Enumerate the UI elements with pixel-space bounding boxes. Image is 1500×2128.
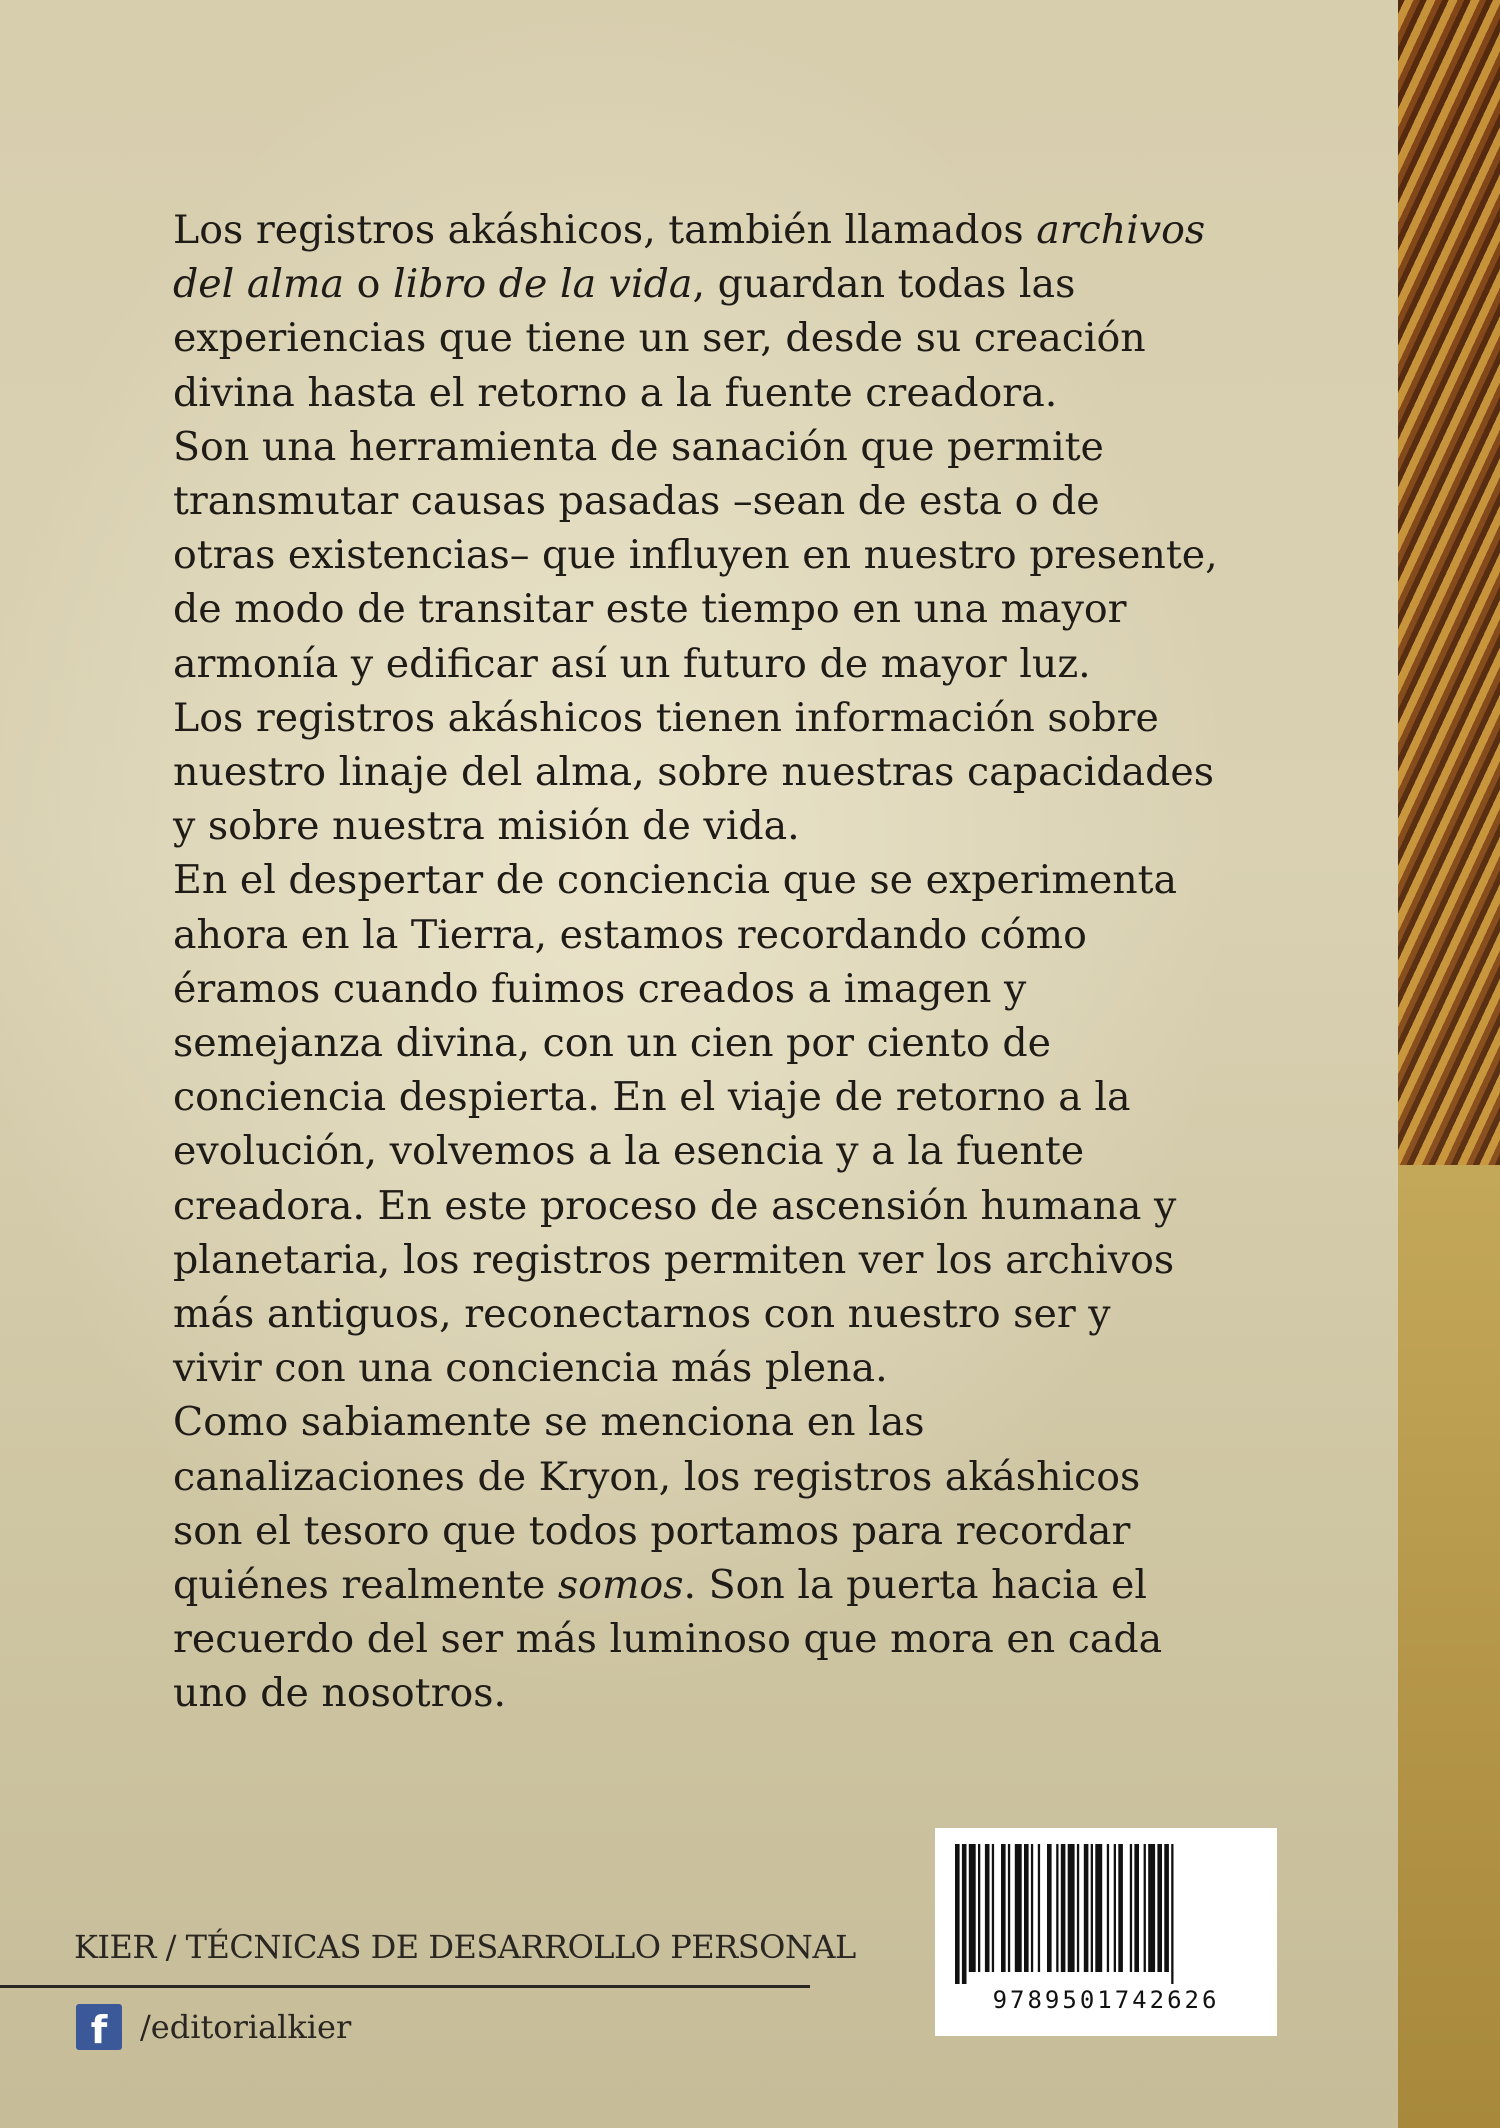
blurb-line: de modo de transitar este tiempo en una mayor <box>173 586 1127 633</box>
blurb-line: creadora. En este proceso de ascensión humana y <box>173 1182 1177 1229</box>
blurb-line: más antiguos, reconectarnos con nuestro ser y <box>173 1291 1111 1338</box>
blurb-line: quiénes realmente somos. Son la puerta hacia el <box>173 1562 1147 1609</box>
facebook-icon: f <box>76 2004 122 2050</box>
blurb-line: ahora en la Tierra, estamos recordando cómo <box>173 911 1087 958</box>
blurb-line: evolución, volvemos a la esencia y a la fuente <box>173 1128 1085 1175</box>
spine-gold-band <box>1398 1165 1500 2128</box>
blurb-line: divina hasta el retorno a la fuente creadora. <box>173 369 1058 416</box>
blurb-line: uno de nosotros. <box>173 1670 507 1717</box>
blurb-line: semejanza divina, con un cien por ciento de <box>173 1020 1052 1067</box>
blurb-line: son el tesoro que todos portamos para recordar <box>173 1507 1131 1554</box>
blurb-line: En el despertar de conciencia que se experimenta <box>173 857 1178 904</box>
footer-divider <box>0 1985 810 1988</box>
blurb-line: vivir con una conciencia más plena. <box>173 1345 888 1392</box>
blurb-line: éramos cuando fuimos creados a imagen y <box>173 965 1027 1012</box>
barcode-bars <box>955 1844 1257 1984</box>
blurb-line: Los registros akáshicos tienen información sobre <box>173 694 1159 741</box>
isbn-number: 9789501742626 <box>992 1986 1220 2014</box>
blurb-line: armonía y edificar así un futuro de mayor luz. <box>173 640 1091 687</box>
isbn-barcode <box>935 1828 1277 2036</box>
publisher-series: KIER / TÉCNICAS DE DESARROLLO PERSONAL <box>74 1928 856 1966</box>
blurb-line: recuerdo del ser más luminoso que mora en cada <box>173 1616 1163 1663</box>
blurb-line: Son una herramienta de sanación que permite <box>173 423 1104 470</box>
blurb-line: Como sabiamente se menciona en las <box>173 1399 925 1446</box>
book-spine <box>1398 0 1500 2128</box>
blurb-line: del alma o libro de la vida, guardan todas las <box>173 261 1076 308</box>
blurb-line: transmutar causas pasadas –sean de esta o de <box>173 478 1100 525</box>
spine-artwork <box>1398 0 1500 1165</box>
back-cover-blurb <box>173 203 1273 1721</box>
blurb-line: nuestro linaje del alma, sobre nuestras capacidades <box>173 749 1215 796</box>
facebook-handle: /editorialkier <box>140 2008 352 2046</box>
blurb-line: experiencias que tiene un ser, desde su creación <box>173 315 1146 362</box>
blurb-line: y sobre nuestra misión de vida. <box>173 803 800 850</box>
blurb-line: Los registros akáshicos, también llamados archivos <box>173 207 1206 253</box>
blurb-line: planetaria, los registros permiten ver los archivos <box>173 1236 1175 1283</box>
blurb-line: conciencia despierta. En el viaje de retorno a la <box>173 1074 1131 1121</box>
blurb-line: otras existencias– que influyen en nuestro presente, <box>173 532 1218 579</box>
blurb-line: canalizaciones de Kryon, los registros akáshicos <box>173 1453 1141 1500</box>
